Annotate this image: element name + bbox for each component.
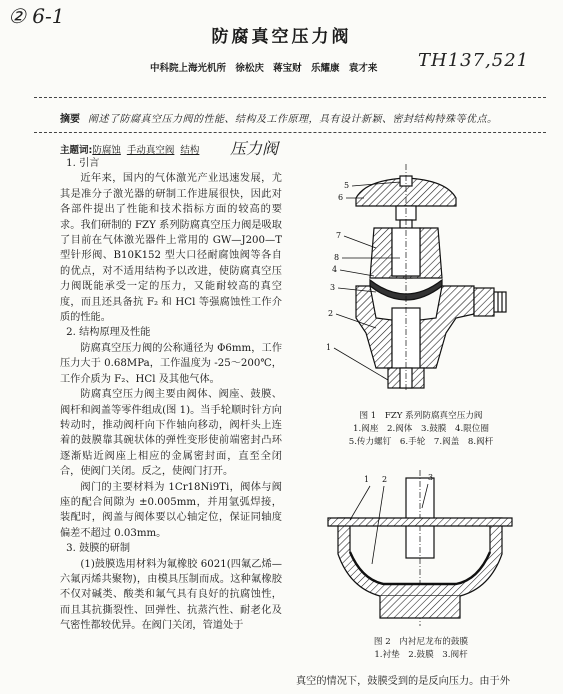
label-1: 1	[326, 343, 332, 352]
section-heading: 1. 引言	[66, 158, 100, 169]
figure-2-legend: 1.衬垫 2.鼓膜 3.阀杆	[374, 650, 468, 660]
author-name: 乐耀康	[310, 63, 340, 74]
label-3: 3	[330, 283, 336, 292]
article-title: 防腐真空压力阀	[211, 27, 352, 47]
author-name: 蒋宝财	[273, 63, 302, 74]
figure-2-caption-block	[296, 636, 546, 662]
figure-2-flange	[328, 518, 512, 526]
label-1: 1	[364, 475, 370, 484]
body-text	[60, 156, 282, 634]
label-7: 7	[336, 231, 342, 240]
figure-1-valve-drawing	[296, 158, 546, 390]
catalog-number-handwritten: TH137,521	[418, 50, 530, 71]
section-heading: 2. 结构原理及性能	[66, 327, 151, 339]
continuation-text: 真空的情况下，鼓膜受到的是反向压力。由于外	[296, 676, 510, 687]
side-port	[474, 288, 494, 316]
abstract	[60, 110, 498, 125]
keywords	[60, 142, 205, 156]
label-4: 4	[332, 265, 338, 274]
abstract-label: 摘要	[60, 114, 80, 125]
bottom-divider	[34, 132, 546, 133]
label-8: 8	[334, 253, 340, 262]
label-6: 6	[338, 193, 344, 202]
figure-2-diaphragm-drawing	[310, 468, 530, 628]
figure-2-caption: 图 2 内衬尼龙布的鼓膜	[373, 637, 469, 647]
corner-handwritten-note: ② 6-1	[8, 4, 65, 28]
keyword: 防腐蚀	[92, 145, 121, 156]
paragraph: 防腐真空压力阀主要由阀体、阀座、鼓膜、阀杆和阀盖等零件组成(图 1)。当手轮顺时针方向转动时，推动阀杆向下作轴向移动，阀杆头上连着的鼓膜靠其碗状体的弹性变形使前端密封凸环逐渐贴近阀座上相应的金属密封面，直至全闭合，使阀门关闭。反之，使阀门打开。	[60, 389, 282, 478]
figure-1-legend: 5.传力螺钉 6.手轮 7.阀盖 8.阀杆	[348, 437, 494, 447]
paragraph: 近年来，国内的气体激光产业迅速发展，尤其是准分子激光器的研制工作进展很快，因此对各部件提出了性能和技术指标方面的较高的要求。我们研制的 FZY 系列防腐真空压力阀是吸取了目前在气体激光器件上常用的 GW—J200—T 型针形阀、B10K152 型大口径耐腐蚀阀等各自的优点，对不适用结构予以改进，使防腐真空压力阀既能承受一定的压力，又能耐较高的真空度，而且还具备抗 F₂ 和 HCl 等强腐蚀性工作介质的性能。	[60, 173, 282, 324]
keyword: 手动真空阀	[126, 145, 175, 156]
abstract-text: 阐述了防腐真空压力阀的性能、结构及工作原理，具有设计新颖、密封结构特殊等优点。	[88, 114, 498, 125]
paragraph: 阀门的主要材料为 1Cr18Ni9Ti，阀体与阀座的配合间隙为 ±0.005mm，并用氩弧焊接，装配时，阀盖与阀体要以心轴定位，保证同轴度偏差不超过 0.03mm。	[60, 481, 282, 539]
author-line	[150, 60, 383, 74]
section-heading: 3. 鼓膜的研制	[66, 543, 131, 555]
label-3: 3	[428, 473, 434, 482]
label-5: 5	[344, 181, 350, 190]
paragraph: 防腐真空压力阀的公称通径为 Φ6mm，工作压力大于 0.68MPa，工作温度为 -25～200℃，工作介质为 F₂、HCl 及其他气体。	[60, 342, 282, 385]
keyword: 结构	[180, 145, 200, 156]
keywords-label: 主题词:	[60, 145, 93, 156]
figure-1-caption-block	[296, 410, 546, 449]
author-name: 徐松庆	[235, 63, 264, 74]
keyword-handwritten: 压力阀	[230, 139, 279, 158]
paragraph: (1)鼓膜选用材料为氟橡胶 6021(四氟乙烯—六氟丙烯共聚物)，由模具压制而成。这种氟橡胶不仅对碱类、酸类和氟气具有良好的抗腐蚀性，而且其抗撕裂性、回弹性、抗蒸汽性、耐老化及气密性都较优异。在阀门关闭，管道处于	[60, 558, 282, 632]
figure-1-legend: 1.阀座 2.阀体 3.鼓膜 4.限位圈	[353, 424, 489, 434]
label-2: 2	[328, 309, 334, 318]
affiliation: 中科院上海光机所	[150, 63, 227, 74]
author-name: 袁才来	[348, 63, 378, 74]
top-divider	[34, 97, 546, 98]
figure-1-caption: 图 1 FZY 系列防腐真空压力阀	[359, 411, 483, 421]
label-2: 2	[382, 475, 388, 484]
